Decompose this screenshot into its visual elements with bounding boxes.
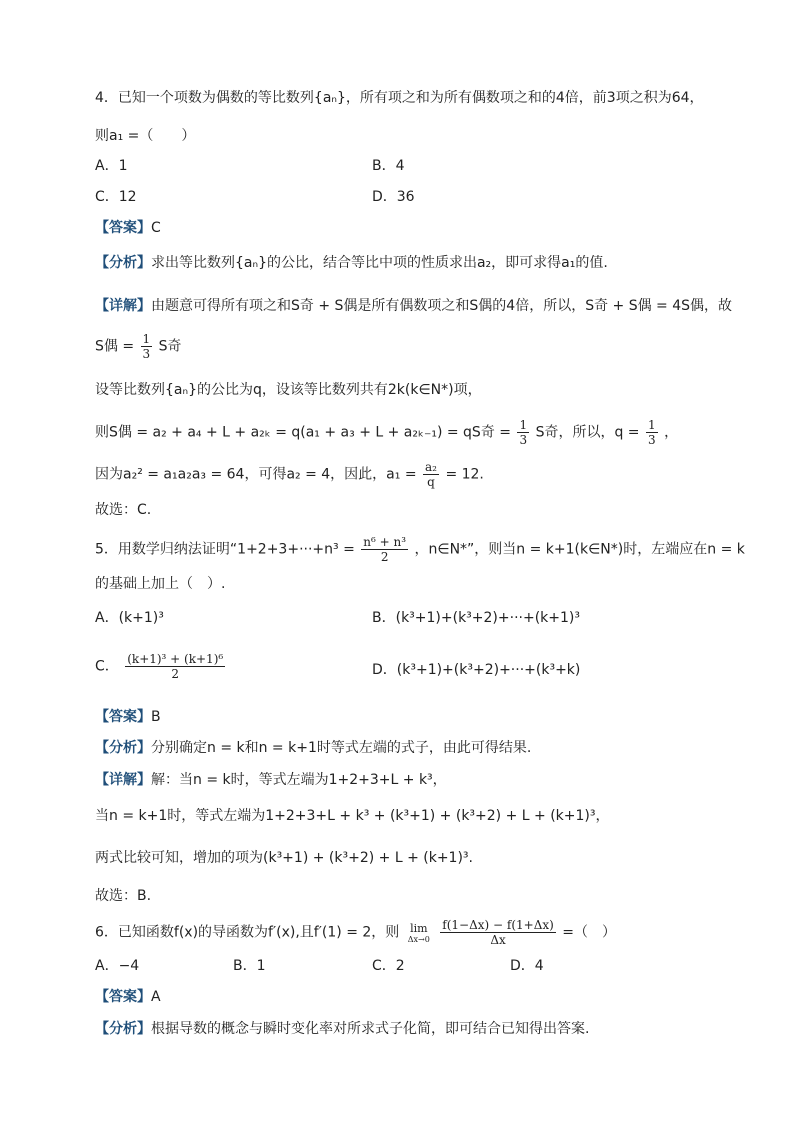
q4-answer [95, 218, 161, 238]
analysis-text: 求出等比数列{aₙ}的公比，结合等比中项的性质求出a₂，即可求得a₁的值. [151, 255, 608, 271]
fraction: $\frac{1}{3}$ [647, 418, 656, 447]
q4-stem-line1: 4．已知一个项数为偶数的等比数列{aₙ}，所有项之和为所有偶数项之和的4倍，前3项之积为64， [95, 90, 704, 106]
q4-option-a: A．1 [95, 158, 128, 174]
answer-value: A [151, 989, 161, 1005]
q4-detail-line2: S偶 = $\frac{1}{3}$ S奇 [95, 332, 182, 361]
limit-operator: lim Δx→0 [407, 921, 430, 944]
q5-choose: 故选：B. [95, 888, 152, 904]
analysis-tag: 【分析】 [95, 255, 151, 271]
q6-option-d: D．4 [510, 958, 544, 974]
q6-option-c: C．2 [372, 958, 405, 974]
fraction: $\frac{f(1-\Delta x) - f(1+\Delta x)}{\Delta x}$ [442, 918, 554, 947]
q5-answer [95, 707, 161, 727]
analysis-tag: 【分析】 [95, 740, 151, 756]
fraction: $\frac{1}{3}$ [142, 332, 151, 361]
q4-option-c: C．12 [95, 189, 137, 205]
fraction: $\frac{1}{3}$ [519, 418, 528, 447]
fraction: $\frac{\text{n⁶ + n³}}{2}$ [363, 535, 407, 564]
answer-value: C [151, 220, 161, 236]
q5-stem-line1: 5．用数学归纳法证明“1+2+3+···+n³ = $\frac{\text{n⁶ + n³}}{2}$ ，n∈N*”，则当n = k+1(k∈N*)时，左端应在n = k [95, 535, 745, 564]
detail-tag: 【详解】 [95, 298, 151, 314]
q5-option-b: B．(k³+1)+(k³+2)+···+(k+1)³ [372, 610, 580, 626]
q4-stem-line2: 则a₁ =（ ） [95, 128, 196, 144]
q5-option-c: C． $\frac{\text{(k+1)³ + (k+1)⁶}}{2}$ [95, 652, 224, 681]
q4-option-d: D．36 [372, 189, 415, 205]
q4-detail-line3: 设等比数列{aₙ}的公比为q，设该等比数列共有2k(k∈N*)项， [95, 382, 482, 398]
detail-text: 解：当n = k时，等式左端为1+2+3+L + k³， [151, 772, 447, 788]
q6-stem-line1: 6．已知函数f(x)的导函数为f′(x),且f′(1) = 2，则 lim Δx→0 $\frac{f(1-\Delta x) - f(1+\Delta x)}{\Delta x}$ =（ ） [95, 918, 617, 947]
q4-detail-line5: 因为a₂² = a₁a₂a₃ = 64，可得a₂ = 4，因此，a₁ = $\frac{\text{a₂}}{q}$ = 12. [95, 460, 484, 489]
q6-option-a: A．−4 [95, 958, 140, 974]
fraction: $\frac{\text{(k+1)³ + (k+1)⁶}}{2}$ [127, 652, 224, 681]
q4-choose: 故选：C. [95, 502, 152, 518]
q6-option-b: B．1 [233, 958, 266, 974]
q4-detail-line1 [95, 296, 732, 316]
analysis-text: 根据导数的概念与瞬时变化率对所求式子化简，即可结合已知得出答案. [151, 1021, 590, 1037]
q4-option-b: B．4 [372, 158, 405, 174]
q5-detail-line2: 当n = k+1时，等式左端为1+2+3+L + k³ + (k³+1) + (k³+2) + L + (k+1)³， [95, 808, 610, 824]
q4-analysis [95, 253, 608, 273]
q6-answer [95, 987, 161, 1007]
fraction: $\frac{\text{a₂}}{q}$ [425, 460, 437, 489]
q6-analysis [95, 1019, 589, 1039]
q5-analysis [95, 738, 531, 758]
answer-value: B [151, 709, 161, 725]
q5-option-d: D．(k³+1)+(k³+2)+···+(k³+k) [372, 662, 581, 678]
q5-stem-line2: 的基础上加上（ ）. [95, 576, 226, 592]
q5-detail-line1 [95, 770, 447, 790]
answer-tag: 【答案】 [95, 709, 151, 725]
q5-detail-line3: 两式比较可知，增加的项为(k³+1) + (k³+2) + L + (k+1)³. [95, 850, 473, 866]
analysis-text: 分别确定n = k和n = k+1时等式左端的式子，由此可得结果. [151, 740, 532, 756]
answer-tag: 【答案】 [95, 220, 151, 236]
analysis-tag: 【分析】 [95, 1021, 151, 1037]
detail-tag: 【详解】 [95, 772, 151, 788]
q5-option-a: A．(k+1)³ [95, 610, 164, 626]
q4-detail-line4: 则S偶 = a₂ + a₄ + L + a₂ₖ = q(a₁ + a₃ + L + a₂ₖ₋₁) = qS奇 = $\frac{1}{3}$ S奇，所以，q = $\frac{1}{3}$ ， [95, 418, 679, 447]
answer-tag: 【答案】 [95, 989, 151, 1005]
detail-text: 由题意可得所有项之和S奇 + S偶是所有偶数项之和S偶的4倍，所以，S奇 + S偶 = 4S偶，故 [151, 298, 733, 314]
